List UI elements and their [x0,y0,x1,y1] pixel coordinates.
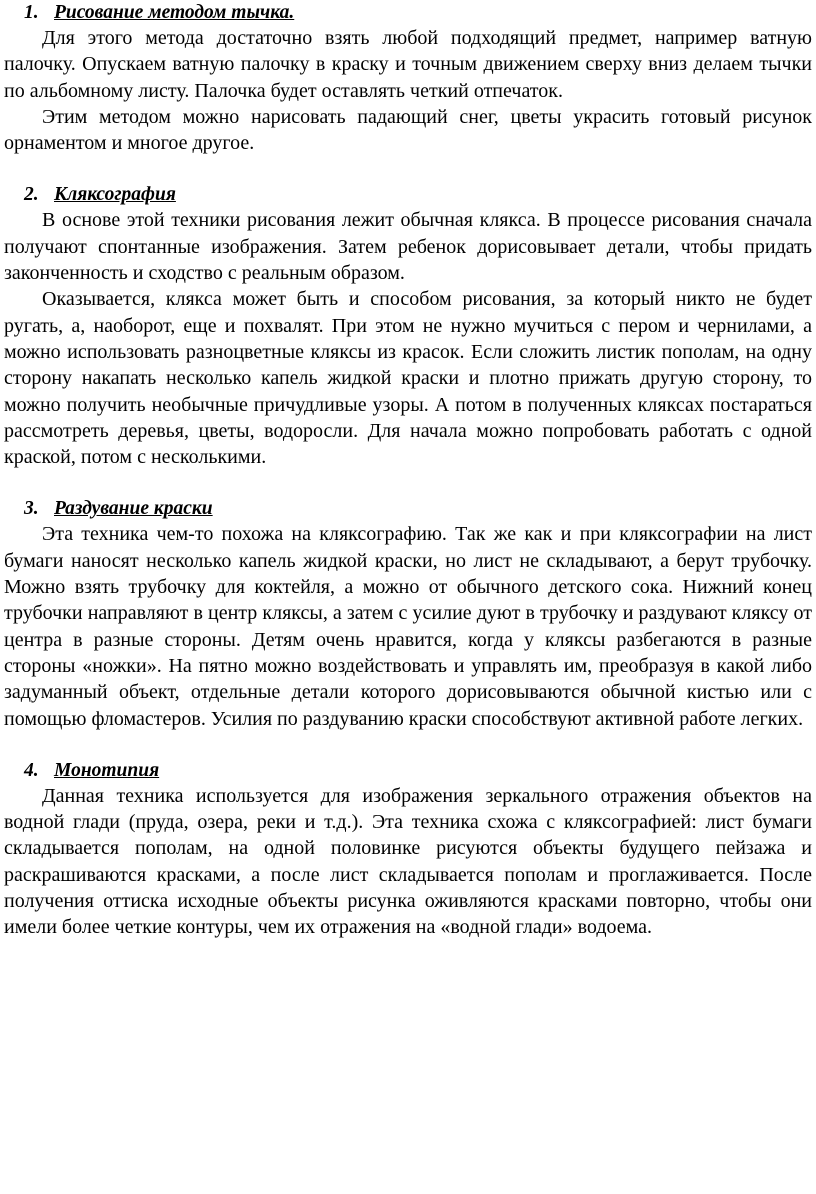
section-3 [4,496,812,731]
section-heading [4,182,812,207]
section-1 [4,0,812,156]
section-heading [4,758,812,783]
section-number: 4. [24,759,39,781]
section-title: Монотипия [54,759,160,781]
section-title: Рисование методом тычка. [54,2,295,23]
paragraph: Для этого метода достаточно взять любой подходящий предмет, например ватную палочку. Опускаем ватную палочку в краску и точным движением сверху вниз делаем тычки по альбомному листу. Палочка будет оставлять четкий отпечаток. [4,27,812,102]
section-4 [4,758,812,941]
spacer [4,732,812,758]
paragraph: Эта техника чем-то похожа на кляксографию. Так же как и при кляксографии на лист бумаги наносят несколько капель жидкой краски, но лист не складывают, а берут трубочку. Можно взять трубочку для коктейля, а можно от обычного детского сока. Нижний конец трубочки направляют в центр кляксы, а затем с усилие дуют в трубочку и раздувают кляксу от центра в разные стороны. Детям очень нравится, когда у кляксы разбегаются в разные стороны «ножки». На пятно можно воздействовать и управлять им, преобразуя в какой либо задуманный объект, отдельные детали которого дорисовываются обычной кистью или с помощью фломастеров. Усилия по раздуванию краски способствуют активной работе легких. [4,523,812,730]
section-title: Раздувание краски [54,498,213,520]
section-title: Кляксография [54,184,176,206]
section-number: 1. [24,2,39,23]
paragraph: Оказывается, клякса может быть и способом рисования, за который никто не будет ругать, а, наоборот, еще и похвалят. При этом не нужно мучиться с пером и чернилами, а можно использовать разноцветные кляксы из красок. Если сложить листик пополам, на одну сторону накапать несколько капель жидкой краски и плотно прижать другую сторону, то можно получить необычные причудливые узоры. А потом в полученных кляксах постараться рассмотреть деревья, цветы, водоросли. Для начала можно попробовать работать с одной краской, потом с несколькими. [4,288,812,469]
section-heading [4,0,812,25]
spacer [4,470,812,496]
paragraph: В основе этой техники рисования лежит обычная клякса. В процессе рисования сначала получают спонтанные изображения. Затем ребенок дорисовывает детали, чтобы придать законченность и сходство с реальным образом. [4,209,812,285]
section-heading [4,496,812,521]
paragraph: Этим методом можно нарисовать падающий снег, цветы украсить готовый рисунок орнаментом и многое другое. [4,105,812,155]
paragraph: Данная техника используется для изображения зеркального отражения объектов на водной глади (пруда, озера, реки и т.д.). Эта техника схожа с кляксографией: лист бумаги складывается пополам, на одной половинке рисуются объекты будущего пейзажа и раскрашиваются красками, а после лист складывается пополам и проглаживается. После получения оттиска исходные объекты рисунка оживляются красками повторно, чтобы они имели более четкие контуры, чем их отражения на «водной глади» водоема. [4,784,812,939]
section-number: 3. [24,498,39,520]
section-number: 2. [24,184,39,206]
section-2 [4,182,812,470]
spacer [4,156,812,182]
